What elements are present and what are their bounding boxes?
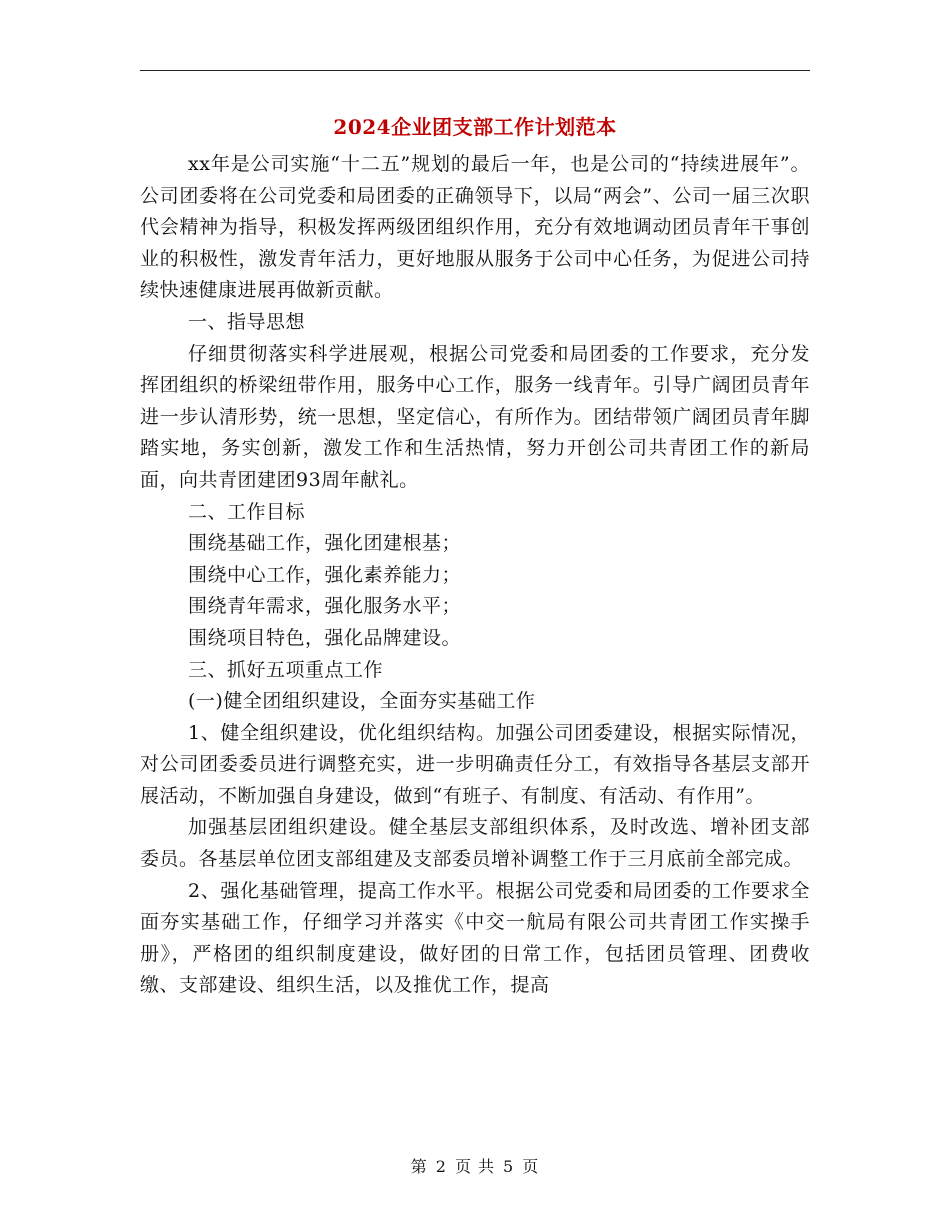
footer-current-page: 2 — [435, 1157, 447, 1176]
section-heading-2: 二、工作目标 — [188, 500, 306, 523]
section-heading-3: 三、抓好五项重点工作 — [188, 658, 384, 681]
paragraph-grassroots: 加强基层团组织建设。健全基层支部组织体系，及时改选、增补团支部委员。各基层单位团支部组建及支部委员增补调整工作于三月底前全部完成。 — [140, 816, 810, 871]
goal-item: 围绕青年需求，强化服务水平； — [188, 595, 462, 618]
subsection-heading: (一)健全团组织建设，全面夯实基础工作 — [188, 690, 536, 713]
paragraph-item-1: 1、健全组织建设，优化组织结构。加强公司团委建设，根据实际情况，对公司团委委员进行调整充实，进一步明确责任分工，有效指导各基层支部开展活动，不断加强自身建设，做到“有班子、有制度、有活动、有作用”。 — [140, 721, 810, 807]
paragraph-guiding-thought: 仔细贯彻落实科学进展观，根据公司党委和局团委的工作要求，充分发挥团组织的桥梁纽带作用，服务中心工作，服务一线青年。引导广阔团员青年进一步认清形势，统一思想，坚定信心，有所作为。团结带领广阔团员青年脚踏实地，务实创新，激发工作和生活热情，努力开创公司共青团工作的新局面，向共青团建团93周年献礼。 — [140, 342, 810, 491]
goal-item: 围绕项目特色，强化品牌建设。 — [188, 626, 462, 649]
document-title: 2024企业团支部工作计划范本 — [333, 115, 617, 139]
goal-item: 围绕基础工作，强化团建根基； — [188, 532, 462, 555]
footer-suffix: 页 — [522, 1157, 540, 1176]
section-heading-1: 一、指导思想 — [188, 310, 306, 333]
document-body — [140, 149, 810, 1002]
goal-item: 围绕中心工作，强化素养能力； — [188, 563, 462, 586]
paragraph-item-2: 2、强化基础管理，提高工作水平。根据公司党委和局团委的工作要求全面夯实基础工作，仔细学习并落实《中交一航局有限公司共青团工作实操手册》，严格团的组织制度建设，做好团的日常工作，包括团员管理、团费收缴、支部建设、组织生活，以及推优工作，提高 — [140, 879, 810, 997]
header-rule — [140, 70, 810, 71]
paragraph-intro: xx年是公司实施“十二五”规划的最后一年，也是公司的“持续进展年”。公司团委将在公司党委和局团委的正确领导下，以局“两会”、公司一届三次职代会精神为指导，积极发挥两级团组织作用，充分有效地调动团员青年干事创业的积极性，激发青年活力，更好地服从服务于公司中心任务，为促进公司持续快速健康进展再做新贡献。 — [140, 153, 810, 302]
footer-middle: 页 共 — [454, 1157, 496, 1176]
footer-total-pages: 5 — [503, 1157, 515, 1176]
page-number-footer — [0, 1154, 950, 1177]
footer-prefix: 第 — [410, 1157, 428, 1176]
